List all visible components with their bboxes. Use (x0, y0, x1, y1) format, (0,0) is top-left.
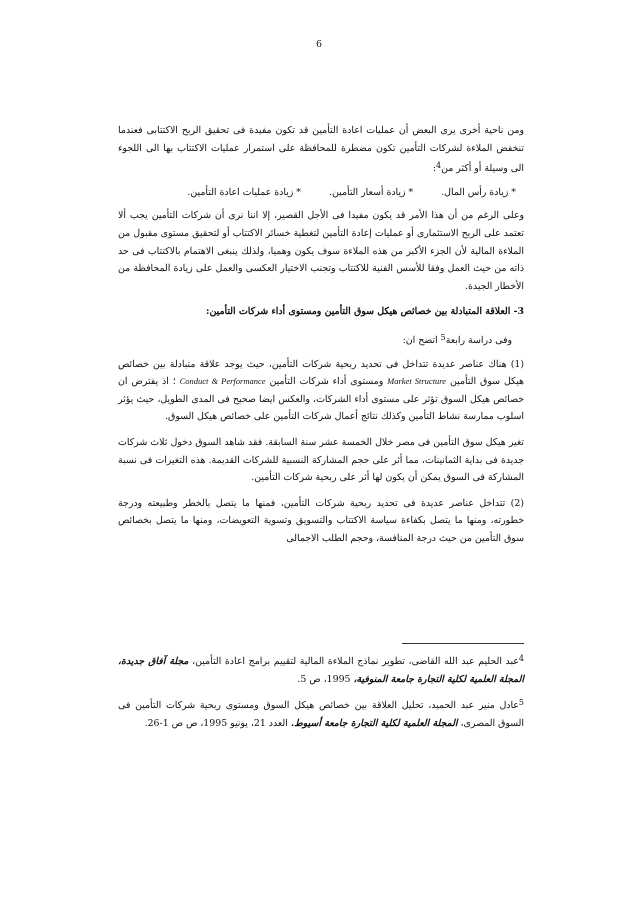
bullet-item: * زيادة رأس المال. (441, 186, 516, 198)
bullet-item: * زيادة عمليات اعادة التأمين. (187, 186, 301, 198)
paragraph: وعلى الرغم من أن هذا الأمر قد يكون مفيدا فى الأجل القصير، إلا اننا نرى أن شركات التأمين يجب ألا تعتمد على الربح الاستثمارى أو عمليات إعادة التأمين لتغطية خسائر الاكتتاب أو لتحقيق مستوى مقبول من الملاءة المالية لأن الجزء الأكبر من هذه الملاءة سوف يكون وهميا، ولذلك ينبغى الاهتمام بالاكتتاب فى حد ذاته من حيث العمل وفقا للأسس الفنية للاكتتاب وتجنب الاختيار العكسى والعمل على زيادة المحافظة من الأخطار الجيدة. (118, 210, 524, 292)
paragraph: (1) هناك عناصر عديدة تتداخل فى تحديد ربحية شركات التأمين، حيث يوجد علاقة متبادلة بين خصائص هيكل سوق التأمين Market Structure ومستوى أداء شركات التأمين Conduct & Performance ؛ اذ يفترض ان خصائص هيكل السوق تؤثر على مستوى أداء الشركات، والعكس ايضا صحيح فى المدى الطويل، حيث يؤثر اسلوب ممارسة نشاط التأمين وكذلك نتائج أعمال شركات التأمين على خصائص هيكل السوق. (118, 358, 524, 423)
paragraph: تغير هيكل سوق التأمين فى مصر خلال الخمسة عشر سنة السابقة. فقد شاهد السوق دخول ثلاث شركات جديدة فى بداية الثمانينات، مما أثر على حجم المشاركة النسبية للشركات القديمة. هذه التغيرات فى نسبة المشاركة فى السوق يمكن أن يكون لها أثر على ربحية شركات التأمين. (118, 436, 524, 484)
paragraph: (2) تتداخل عناصر عديدة فى تحديد ربحية شركات التأمين، فمنها ما يتصل بالخطر وطبيعته ودرجة خطورته، ومنها ما يتصل بكفاءة سياسة الاكتتاب والتسويق وتسوية التعويضات، ومنها ما يتصل بخصائص سوق التأمين من حيث درجة المنافسة، وحجم الطلب الاجمالى (118, 497, 524, 544)
paragraph: ومن ناحية أخرى يرى البعض أن عمليات اعادة التأمين قد تكون مفيدة فى تحقيق الربح الاكتتابى فعندما تنخفض الملاءة لشركات التأمين تكون مضطرة للمحافظة على استمرار عمليات الاكتتاب بها الى اللجوء الى وسيلة أو أكثر من4: (118, 125, 524, 175)
footnotes (118, 650, 524, 732)
page-number: 6 (316, 38, 322, 50)
english-term: Market Structure (387, 376, 447, 387)
english-term: Conduct & Performance (179, 376, 266, 387)
footnote-ref: 4 (436, 161, 442, 171)
footnote: 5عادل منير عبد الحميد، تحليل العلاقة بين خصائص هيكل السوق ومستوى ربحية شركات التأمين فى السوق المصرى، المجلة العلمية لكلية التجارة جامعة أسيوط. العدد 21، يونيو 1995، ص ص 1-26. (118, 698, 524, 729)
bullet-list (118, 184, 524, 202)
footnote: 4عبد الحليم عبد الله القاضى، تطوير نماذج الملاءة المالية لتقييم برامج اعادة التأمين، مجلة آفاق جديدة، المجلة العلمية لكلية التجارة جامعة المنوفية، 1995، ص 5. (118, 654, 524, 685)
bullet-item: * زيادة أسعار التأمين. (329, 186, 414, 198)
body-text (118, 122, 524, 547)
footnote-ref: 5 (440, 332, 446, 342)
paragraph: وفى دراسة رابعة5 اتضح ان: (402, 332, 512, 346)
section-heading: 3- العلاقة المتبادلة بين خصائص هيكل سوق التأمين ومستوى أداء شركات التأمين: (206, 306, 524, 318)
footnote-divider (402, 643, 524, 644)
